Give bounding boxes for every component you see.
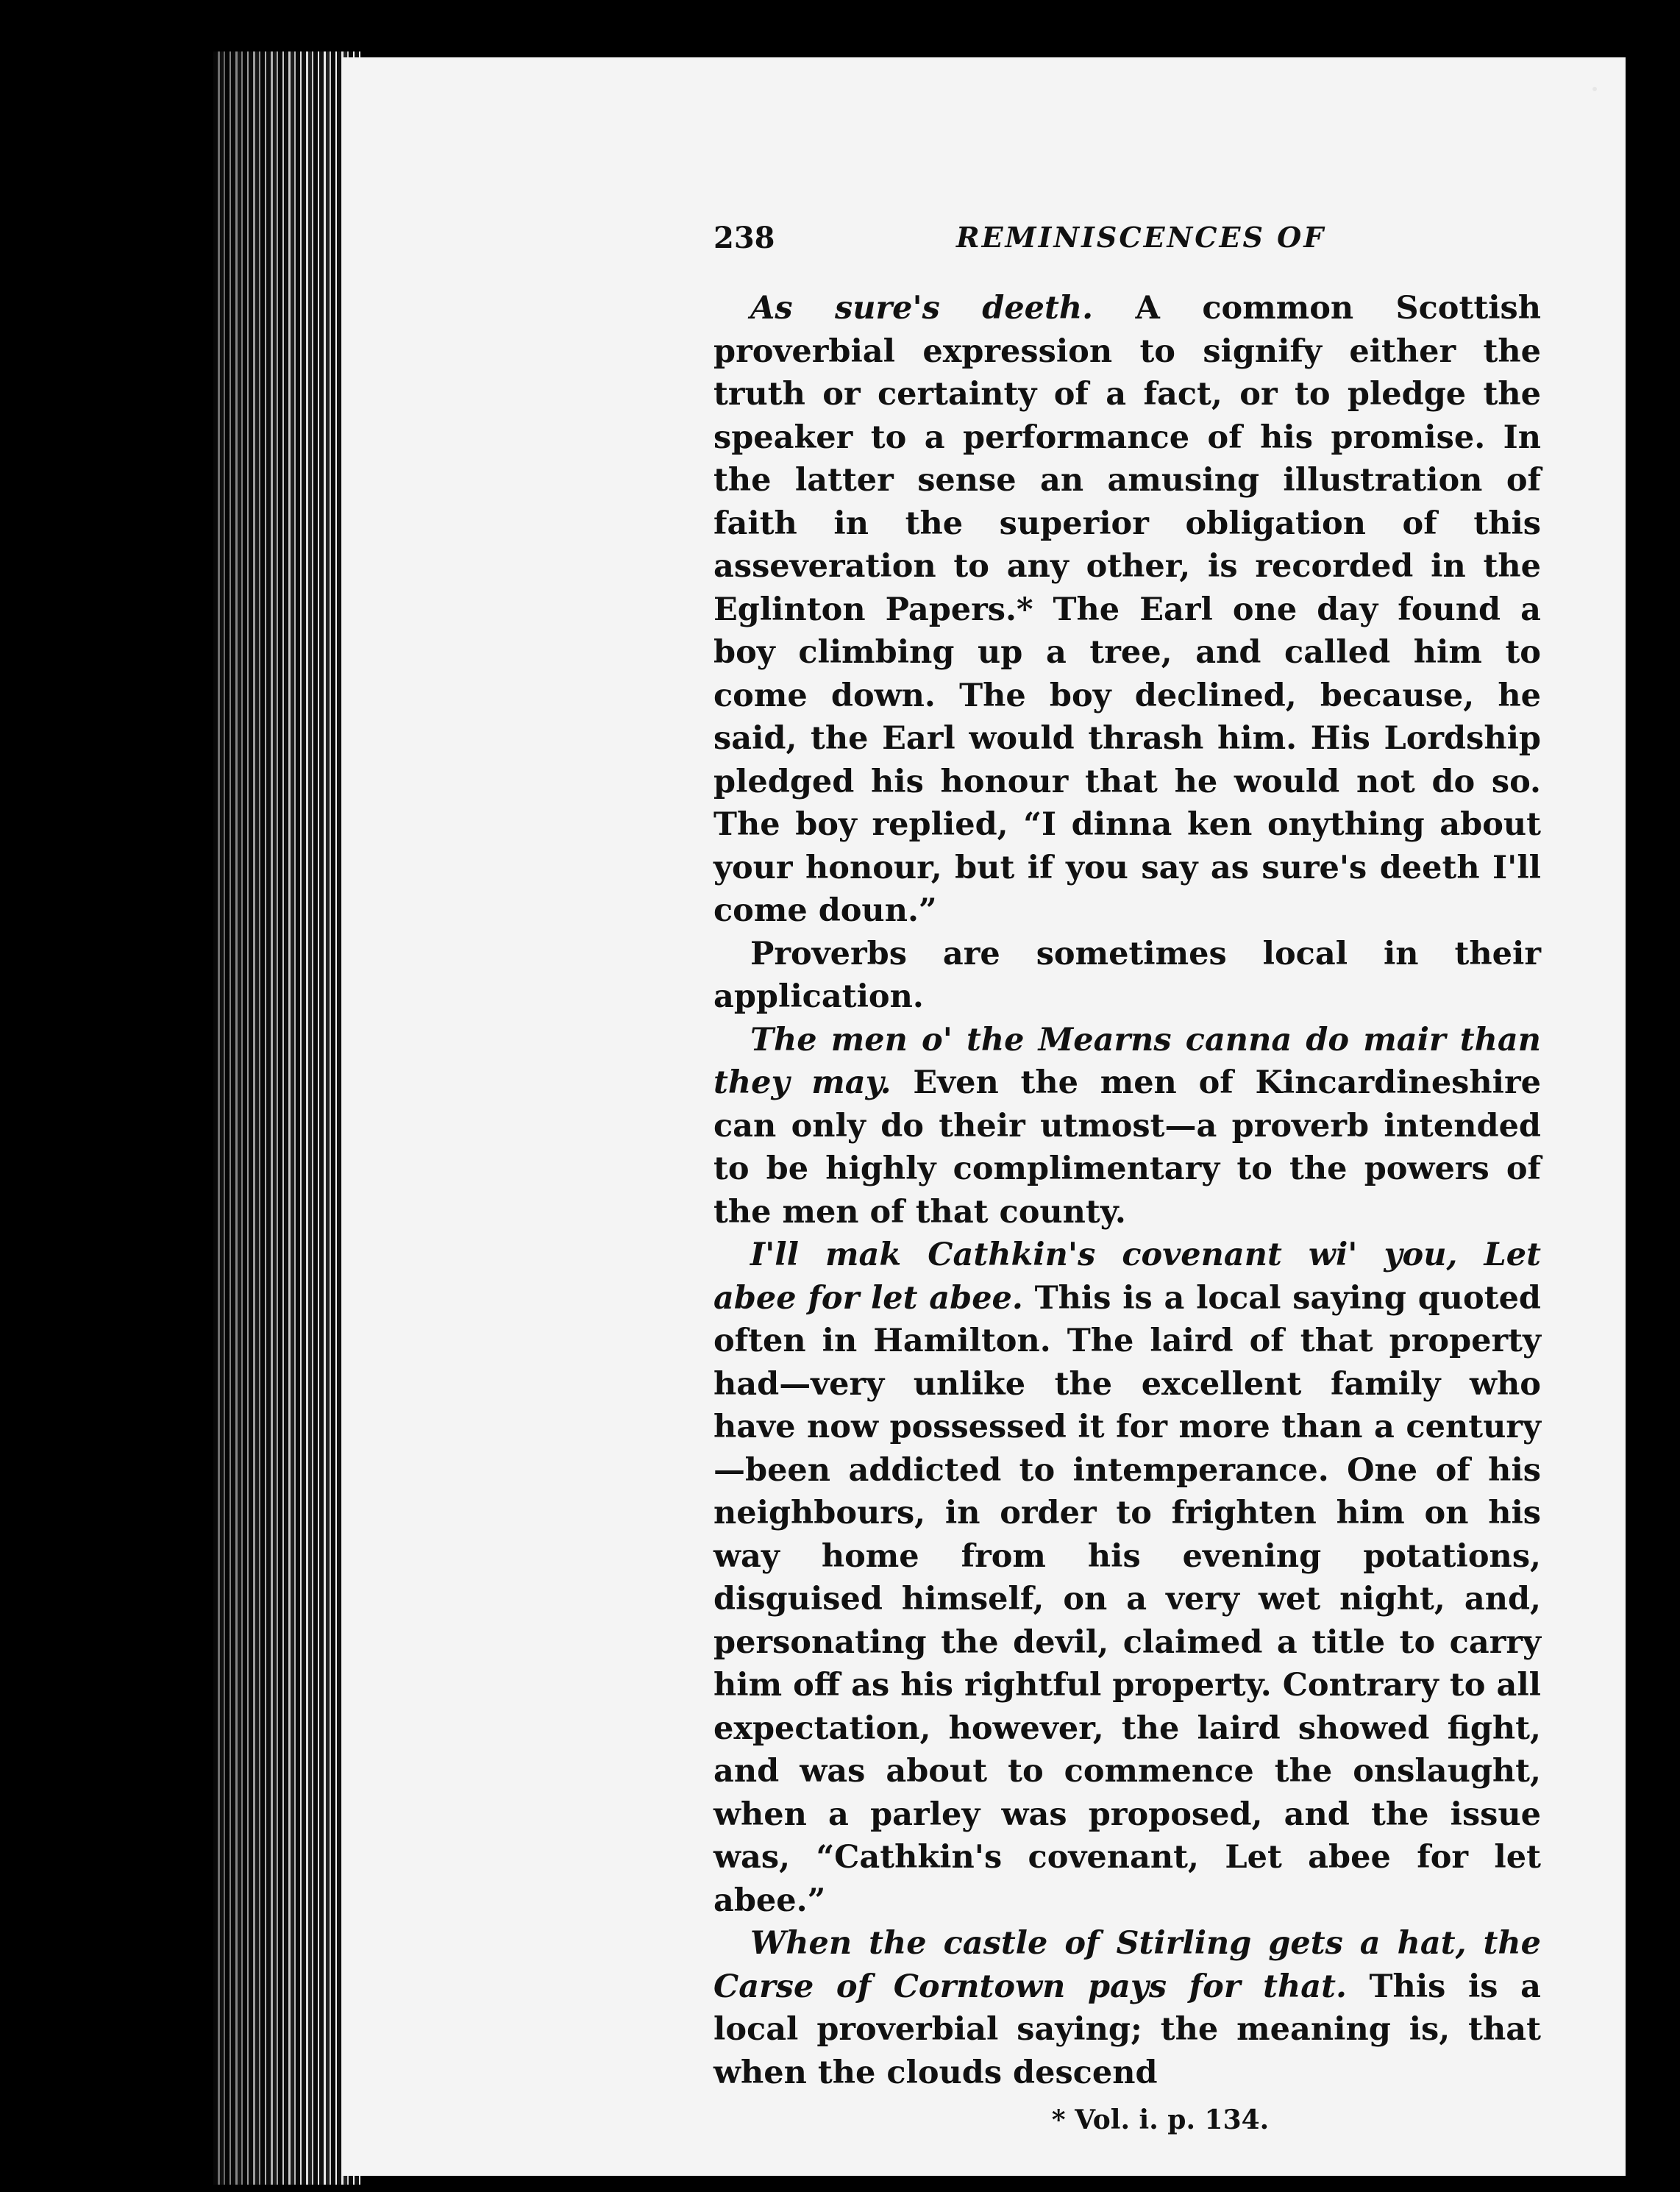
paragraph-lead: As sure's deeth. <box>750 290 1094 327</box>
paragraph <box>713 1019 1541 1234</box>
text-block <box>713 221 1541 2135</box>
page-edges-shadow <box>213 51 360 2185</box>
running-head <box>713 221 1541 265</box>
paragraph-text: This is a local saying quoted often in Hamilton. The laird of that property had—very unlike the excellent family who have now possessed it for more than a century—been addicted to intemperance. One of his neighbours, in order to frighten him on his way home from his evening potations, disguised himself, on a very wet night, and, personating the devil, claimed a title to carry him off as his rightful property. Contrary to all expectation, however, the laird showed fight, and was about to commence the onslaught, when a parley was proposed, and the issue was, “Cathkin's covenant, Let abee for let abee.” <box>713 1279 1541 1919</box>
paragraph <box>713 1234 1541 1922</box>
paragraph-lead: I'll mak Cathkin's covenant wi' you, Let abee for let abee. <box>713 1236 1541 1317</box>
paragraph-text: Proverbs are sometimes local in their application. <box>713 935 1541 1015</box>
footnote: * Vol. i. p. 134. <box>1051 2104 1270 2135</box>
running-title: REMINISCENCES OF <box>956 221 1326 254</box>
paragraph-text: This is a local proverbial saying; the meaning is, that when the clouds descend <box>713 1968 1541 2091</box>
paragraph-text: Even the men of Kincardineshire can only do their utmost—a proverb intended to be highly complimentary to the powers of the men of that county. <box>713 1064 1542 1231</box>
paragraph <box>713 1922 1541 2094</box>
paragraph <box>713 287 1541 933</box>
paragraph-lead: When the castle of Stirling gets a hat, the Carse of Corntown pays for that. <box>713 1925 1541 2005</box>
paragraph-lead: The men o' the Mearns canna do mair than they may. <box>713 1021 1541 1101</box>
paragraph <box>713 933 1541 1019</box>
paper-speck <box>1592 87 1597 91</box>
paragraph-text: A common Scottish proverbial expression to signify either the truth or certainty of a fact, or to pledge the speaker to a performance of his promise. In the latter sense an amusing illustration of faith in the superior obligation of this asseveration to any other, is recorded in the Eglinton Papers.* The Earl one day found a boy climbing up a tree, and called him to come down. The boy declined, because, he said, the Earl would thrash him. His Lordship pledged his honour that he would not do so. The boy replied, “I dinna ken onything about your honour, but if you say as sure's deeth I'll come doun.” <box>713 290 1541 929</box>
page-number: 238 <box>713 221 775 255</box>
